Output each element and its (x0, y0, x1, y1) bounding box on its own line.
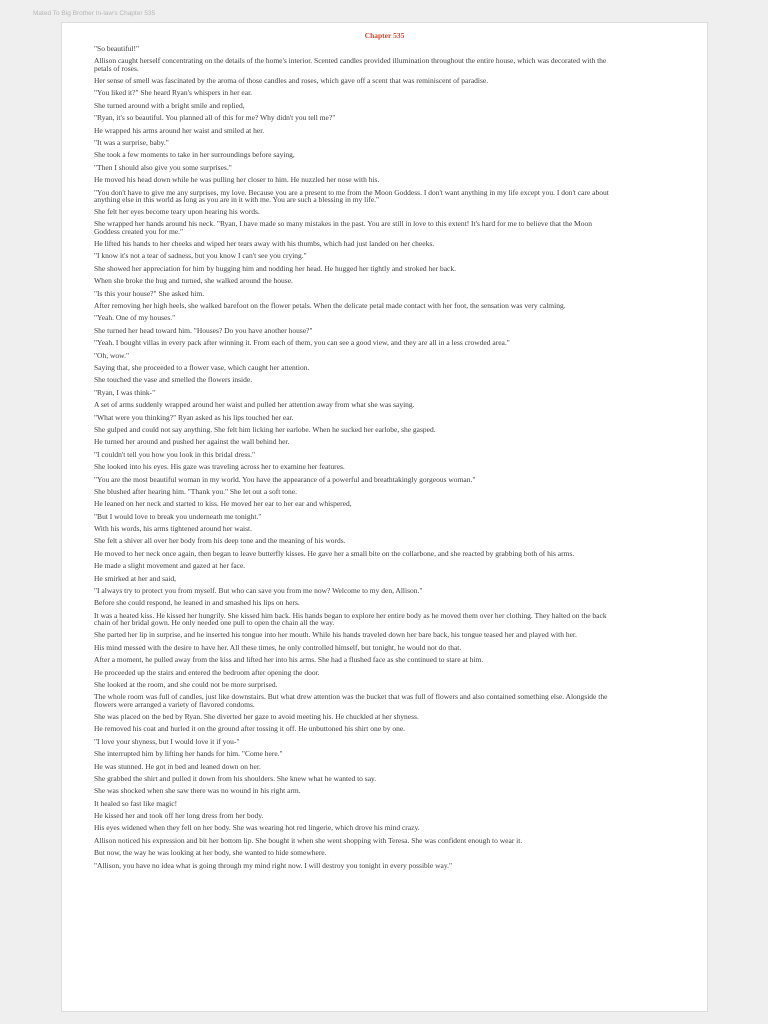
paragraph: She turned around with a bright smile and replied, (94, 100, 245, 110)
paragraph: She interrupted him by lifting her hands for him. "Come here." (94, 749, 283, 759)
paragraph: She was shocked when she saw there was no wound in his right arm. (94, 786, 301, 796)
paragraph: She wrapped her hands around his neck. "Ryan, I have made so many mistakes in the past. You are still in love to this extent! It's hard for me to believe that the Moon Goddess created you for me." (94, 219, 592, 236)
chapter-title: Chapter 535 (364, 31, 405, 40)
paragraph: He lifted his hands to her cheeks and wiped her tears away with his thumbs, which had just landed on her cheeks. (94, 239, 435, 249)
paragraph: She looked into his eyes. His gaze was traveling across her to examine her features. (94, 462, 345, 472)
paragraph: When she broke the hug and turned, she walked around the house. (94, 276, 293, 286)
paragraph: She took a few moments to take in her surroundings before saying, (94, 150, 295, 160)
paragraph: She was placed on the bed by Ryan. She diverted her gaze to avoid meeting his. He chuckled at her shyness. (94, 711, 419, 721)
paragraph: "Is this your house?" She asked him. (94, 288, 205, 298)
paragraph: He turned her around and pushed her against the wall behind her. (94, 437, 290, 447)
paragraph: Saying that, she proceeded to a flower vase, which caught her attention. (94, 362, 310, 372)
paragraph: "So beautiful!" (94, 44, 140, 53)
paragraph: "You don't have to give me any surprises, my love. Because you are a present to me from the Moon Goddess. I don't want anything in my life except you. I don't care about anything else in this world as long as you are in it with me. You are such a blessing in my life." (94, 187, 609, 204)
paragraph: Her sense of smell was fascinated by the aroma of those candles and roses, which gave off a scent that was reminiscent of paradise. (94, 75, 489, 85)
paragraph: "But I would love to break you underneath me tonight." (94, 511, 262, 521)
paragraph: She blushed after hearing him. "Thank you." She let out a soft tone. (94, 486, 297, 496)
paragraph: He made a slight movement and gazed at her face. (94, 561, 246, 571)
paragraph: Allison caught herself concentrating on the details of the home's interior. Scented candles provided illumination throughout the entire house, which was decorated with the petals of roses. (94, 56, 607, 73)
paragraph: He proceeded up the stairs and entered the bedroom after opening the door. (94, 667, 320, 677)
paragraph: His eyes widened when they fell on her body. She was wearing hot red lingerie, which drove his mind crazy. (94, 823, 420, 833)
paragraph: "I know it's not a tear of sadness, but you know I can't see you crying." (94, 251, 307, 261)
paragraph: It was a heated kiss. He kissed her hungrily. She kissed him back. His hands began to explore her entire body as he moved them over her clothing. They halted on the back chain of her bridal gown. He only needed one pull to open the chain all the way. (94, 610, 607, 627)
paragraph: "Allison, you have no idea what is going through my mind right now. I will destroy you tonight in every possible way." (94, 860, 453, 870)
paragraph: He moved to her neck once again, then began to leave butterfly kisses. He gave her a small bite on the collarbone, and she reacted by grabbing both of his arms. (94, 548, 575, 558)
paragraph: "I love your shyness, but I would love it if you-" (94, 736, 240, 746)
paragraph: She touched the vase and smelled the flowers inside. (94, 375, 253, 385)
paragraph: But now, the way he was looking at her body, she wanted to hide somewhere. (94, 848, 327, 858)
paragraph: "It was a surprise, baby." (94, 137, 169, 147)
paragraph: He moved his head down while he was pulling her closer to him. He nuzzled her nose with his. (94, 175, 380, 185)
paragraph: He leaned on her neck and started to kiss. He moved her ear to her ear and whispered, (94, 499, 352, 509)
paragraph: She looked at the room, and she could not be more surprised. (94, 679, 278, 689)
paragraph: "You are the most beautiful woman in my world. You have the appearance of a powerful and breathtakingly gorgeous woman." (94, 474, 476, 484)
paragraph: "Ryan, I was think-" (94, 387, 156, 397)
paragraph: It healed so fast like magic! (94, 798, 178, 808)
paragraph: She gulped and could not say anything. She felt him licking her earlobe. When he sucked her earlobe, she gasped. (94, 424, 436, 434)
paragraph: She felt her eyes become teary upon hearing his words. (94, 207, 260, 217)
paragraph: The whole room was full of candles, just like downstairs. But what drew attention was the bucket that was full of flowers and also contained something else. Alongside the flowers were arranged a variety of flavored condoms. (94, 692, 608, 709)
paragraph: "Oh, wow." (94, 350, 130, 360)
chapter-body (94, 45, 614, 874)
paragraph: "I couldn't tell you how you look in this bridal dress." (94, 449, 256, 459)
paragraph: "Then I should also give you some surprises." (94, 162, 232, 172)
paragraph: "What were you thinking?" Ryan asked as his lips touched her ear. (94, 412, 294, 422)
paragraph: "I always try to protect you from myself. But who can save you from me now? Welcome to my den, Allison." (94, 586, 423, 596)
paragraph: With his words, his arms tightened around her waist. (94, 524, 253, 534)
paragraph: She parted her lip in surprise, and he inserted his tongue into her mouth. While his hands traveled down her bare back, his tongue teased her and played with her. (94, 630, 577, 640)
paragraph: She felt a shiver all over her body from his deep tone and the meaning of his words. (94, 536, 346, 546)
paragraph: He kissed her and took off her long dress from her body. (94, 811, 264, 821)
paragraph: He removed his coat and hurled it on the ground after tossing it off. He unbuttoned his shirt one by one. (94, 724, 406, 734)
paragraph: Before she could respond, he leaned in and smashed his lips on hers. (94, 598, 300, 608)
paragraph: A set of arms suddenly wrapped around her waist and pulled her attention away from what she was saying. (94, 400, 415, 410)
breadcrumb[interactable]: Mated To Big Brother In-law's Chapter 535 (33, 10, 156, 17)
paragraph: Allison noticed his expression and bit her bottom lip. She bought it when she went shopping with Teresa. She was confident enough to wear it. (94, 835, 523, 845)
paragraph: After removing her high heels, she walked barefoot on the flower petals. When the delicate petal made contact with her foot, the sensation was very calming. (94, 301, 566, 311)
paragraph: After a moment, he pulled away from the kiss and lifted her into his arms. She had a flushed face as she continued to stare at him. (94, 655, 484, 665)
paragraph: She turned her head toward him. "Houses? Do you have another house?" (94, 325, 313, 335)
paragraph: "Yeah. I bought villas in every pack after winning it. From each of them, you can see a good view, and they are all in a less crowded area." (94, 338, 510, 348)
paragraph: "Yeah. One of my houses." (94, 313, 176, 323)
paragraph: "Ryan, it's so beautiful. You planned all of this for me? Why didn't you tell me?" (94, 113, 336, 123)
paragraph: He was stunned. He got in bed and leaned down on her. (94, 761, 261, 771)
paragraph: He smirked at her and said, (94, 573, 177, 583)
paragraph: His mind messed with the desire to have her. All these times, he only controlled himself, but tonight, he would not do that. (94, 642, 462, 652)
paragraph: She showed her appreciation for him by hugging him and nodding her head. He hugged her tightly and stroked her back. (94, 263, 456, 273)
paragraph: She grabbed the shirt and pulled it down from his shoulders. She knew what he wanted to say. (94, 773, 377, 783)
paragraph: He wrapped his arms around her waist and smiled at her. (94, 125, 265, 135)
paragraph: "You liked it?" She heard Ryan's whispers in her ear. (94, 88, 253, 98)
